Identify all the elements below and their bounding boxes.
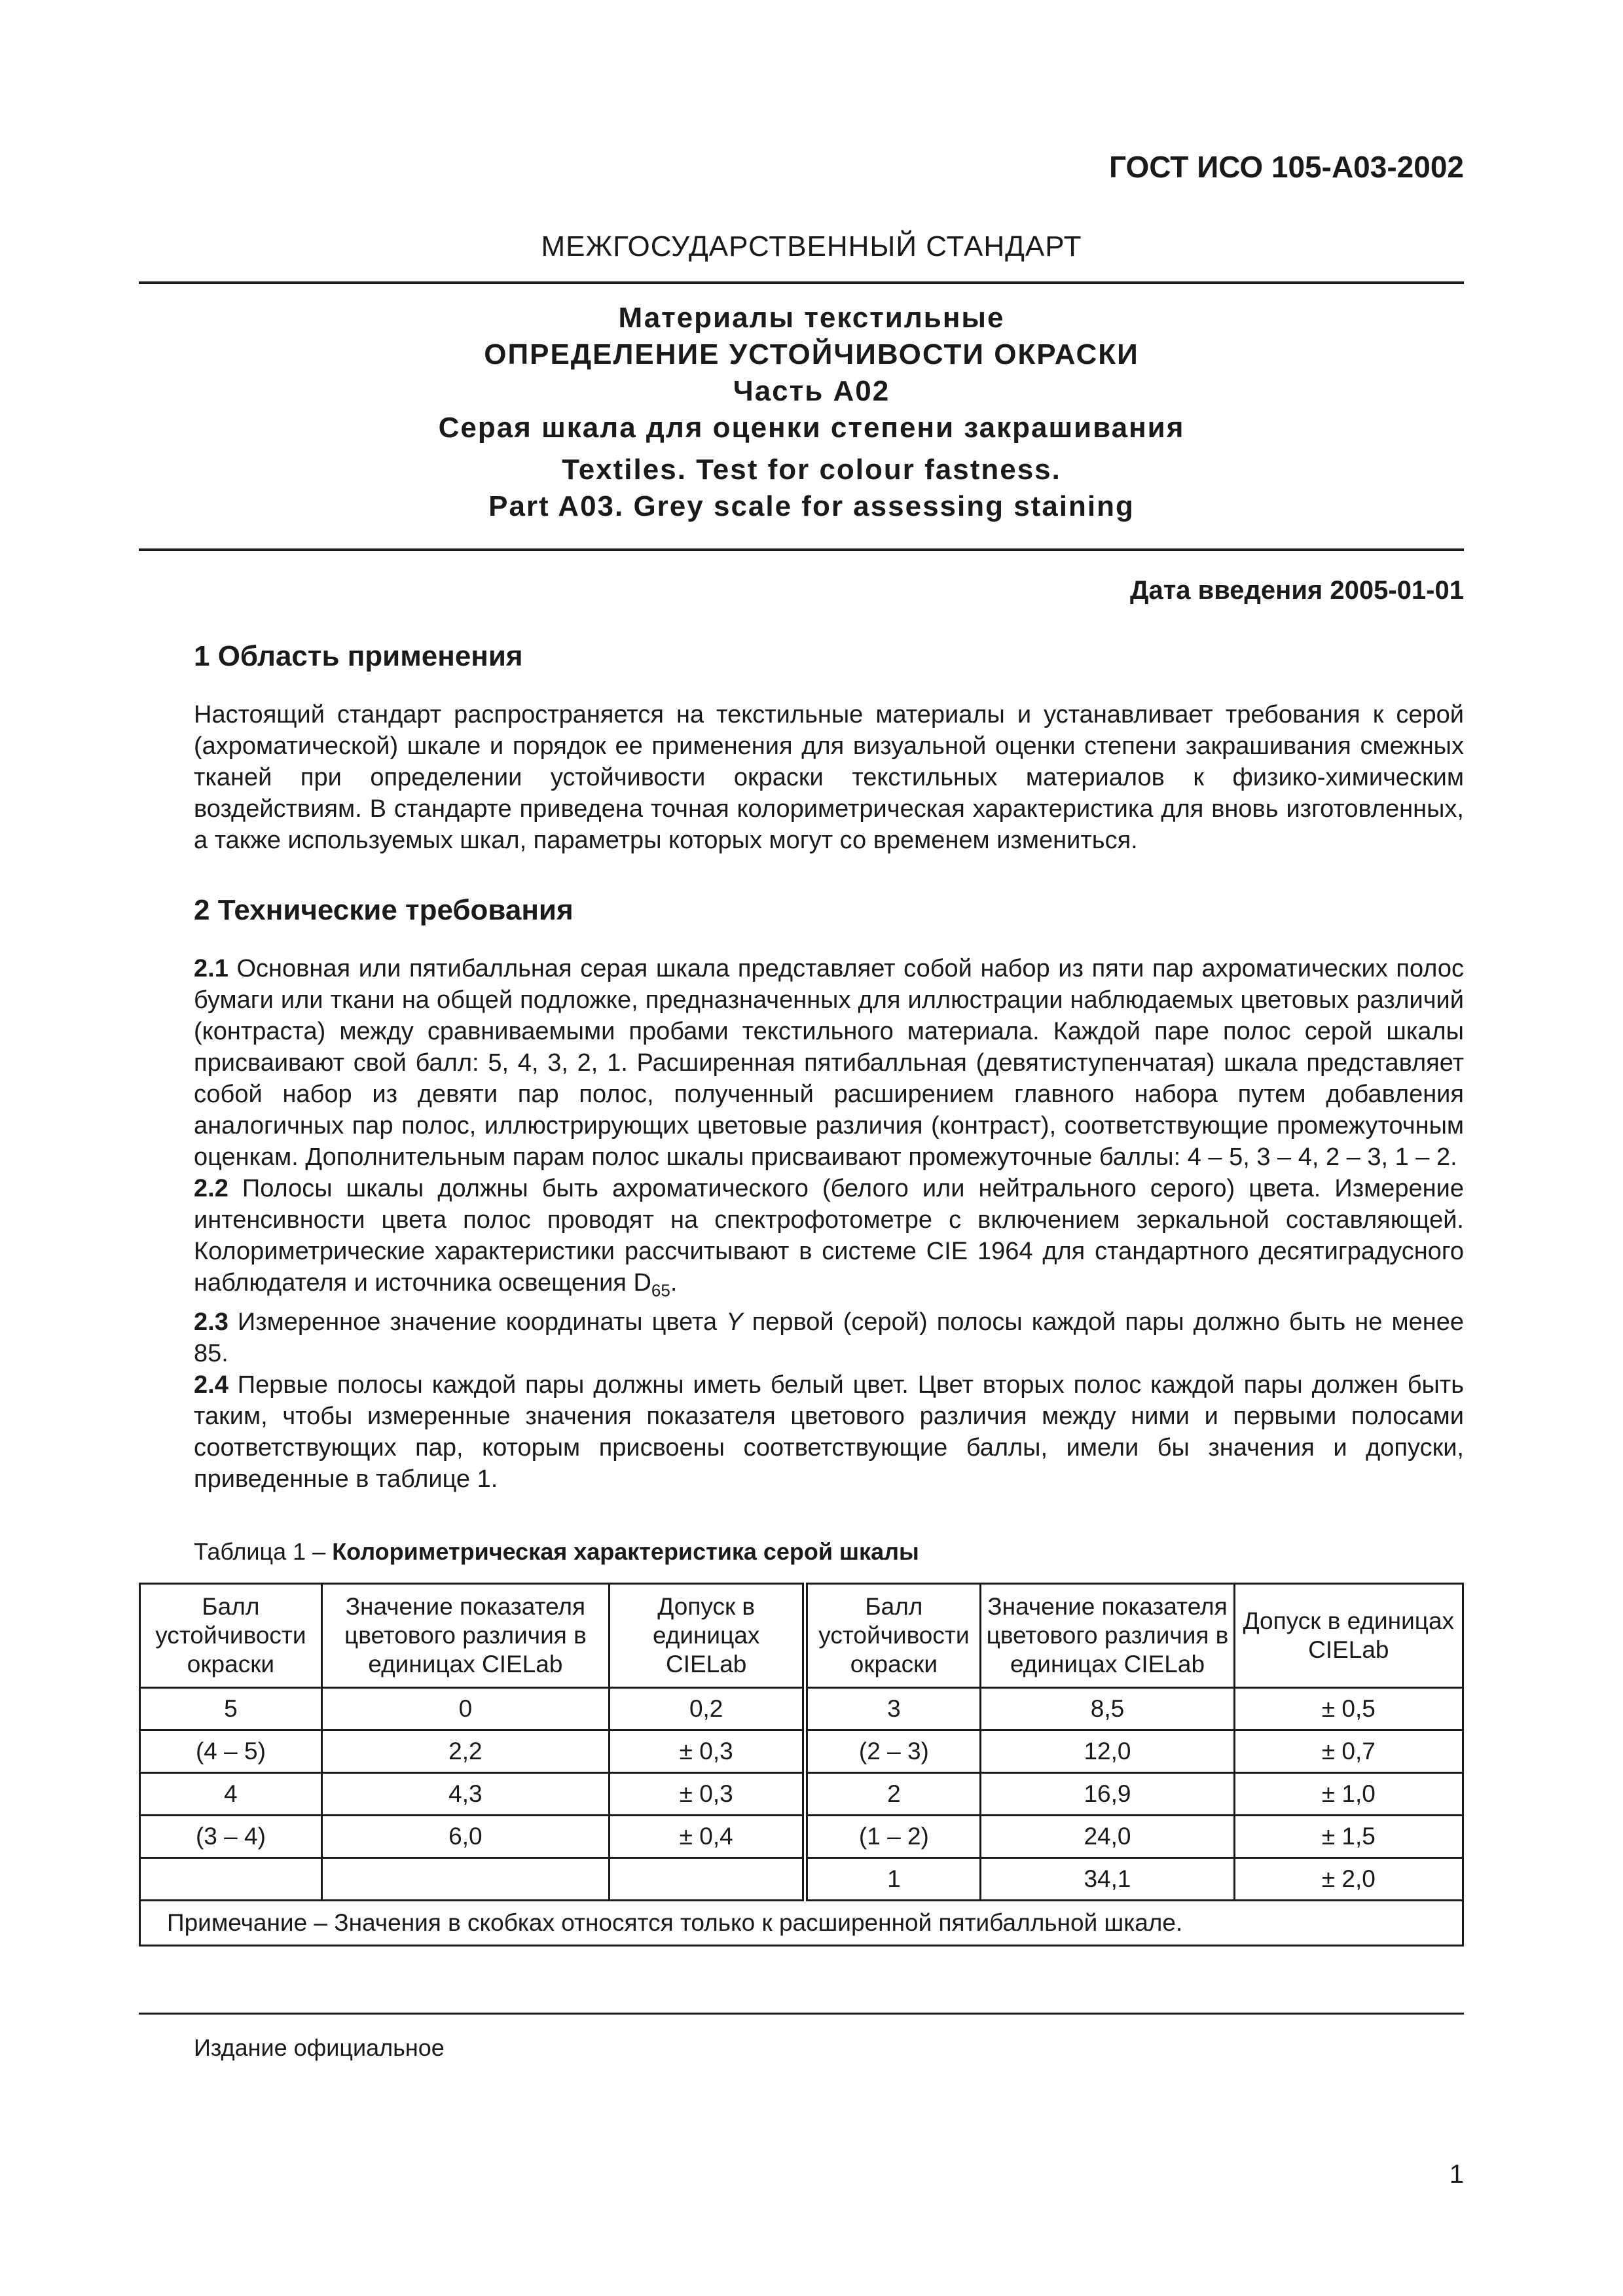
header-value-1: Значение показателя цветового различия в единицах CIELab: [321, 1584, 609, 1688]
section-1-paragraph: Настоящий стандарт распространяется на текстильные материалы и устанавливает требования к серой (ахроматической) шкале и порядок ее применения для визуальной оценки степени закрашивания смежных тканей при определении устойчивости окраски текстильных материалов к физико-химическим воздействиям. В стандарте приведена точная колориметрическая характеристика для вновь изготовленных, а также используемых шкал, параметры которых могут со временем измениться.: [194, 701, 1464, 854]
table-header-row: [140, 1584, 1463, 1688]
table-cell: 34,1: [981, 1858, 1234, 1901]
table-cell: (4 – 5): [140, 1731, 322, 1773]
clause-2-3-number: 2.3: [194, 1308, 228, 1336]
table-cell: [609, 1858, 805, 1901]
clause-2-1-number: 2.1: [194, 955, 228, 982]
table-cell: 8,5: [981, 1688, 1234, 1731]
section-2-title: 2 Технические требования: [194, 894, 574, 926]
table-caption: [194, 1538, 919, 1566]
english-title-block: [0, 452, 1623, 525]
edition-note: Издание официальное: [194, 2034, 445, 2061]
table-row: [140, 1688, 1463, 1731]
section-1-text: [194, 699, 1464, 856]
introduction-date: Дата введения 2005-01-01: [1129, 576, 1464, 605]
header-value-2: Значение показателя цветового различия в единицах CIELab: [981, 1584, 1234, 1688]
table-cell: ± 0,3: [609, 1731, 805, 1773]
header-grade-1: Балл устойчивости окраски: [140, 1584, 322, 1688]
clause-2-2: [194, 1173, 1464, 1306]
table-row: [140, 1816, 1463, 1858]
title-line-2: ОПРЕДЕЛЕНИЕ УСТОЙЧИВОСТИ ОКРАСКИ: [484, 338, 1139, 370]
table-cell: [140, 1858, 322, 1901]
table-cell: 0,2: [609, 1688, 805, 1731]
clause-2-1: [194, 953, 1464, 1173]
header-rule-top: [139, 281, 1464, 284]
table-cell: ± 0,7: [1234, 1731, 1463, 1773]
table-cell: 4: [140, 1773, 322, 1816]
clause-2-2-number: 2.2: [194, 1175, 228, 1202]
clause-2-4-number: 2.4: [194, 1371, 228, 1399]
table-note-row: [140, 1901, 1463, 1946]
table-cell: ± 1,5: [1234, 1816, 1463, 1858]
section-2-text: [194, 953, 1464, 1495]
document-code: ГОСТ ИСО 105-А03-2002: [1108, 150, 1464, 184]
clause-2-3-text-b: первой (серой) полосы каждой пары должно быть не менее 85.: [194, 1308, 1465, 1367]
table-cell: (3 – 4): [140, 1816, 322, 1858]
table-cell: 0: [321, 1688, 609, 1731]
table-cell: ± 0,4: [609, 1816, 805, 1858]
header-rule-bottom: [139, 548, 1464, 551]
clause-2-3: [194, 1306, 1464, 1369]
table-cell: [321, 1858, 609, 1901]
table-cell: ± 1,0: [1234, 1773, 1463, 1816]
table-cell: 3: [805, 1688, 981, 1731]
section-1-title: 1 Область применения: [194, 640, 523, 672]
table-cell: 2,2: [321, 1731, 609, 1773]
header-tolerance-1: Допуск в единицах CIELab: [609, 1584, 805, 1688]
table-note: Примечание – Значения в скобках относятся только к расширенной пятибалльной шкале.: [140, 1901, 1463, 1946]
table-cell: (2 – 3): [805, 1731, 981, 1773]
clause-2-4-text: Первые полосы каждой пары должны иметь белый цвет. Цвет вторых полос каждой пары должен быть таким, чтобы измеренные значения показателя цветового различия между ними и первыми полосами соответствующих пар, которым присвоены соответствующие баллы, имели бы значения и допуски, приведенные в таблице 1.: [194, 1371, 1465, 1493]
table-cell: ± 0,3: [609, 1773, 805, 1816]
header-grade-2: Балл устойчивости окраски: [805, 1584, 981, 1688]
english-title-line-1: Textiles. Test for colour fastness.: [562, 454, 1061, 486]
table-cell: 16,9: [981, 1773, 1234, 1816]
header-tolerance-2: Допуск в единицах CIELab: [1234, 1584, 1463, 1688]
footer-rule: [139, 2013, 1464, 2015]
table-cell: ± 2,0: [1234, 1858, 1463, 1901]
table-cell: 2: [805, 1773, 981, 1816]
table-caption-prefix: Таблица 1 –: [194, 1538, 333, 1565]
english-title-line-2: Part A03. Grey scale for assessing staining: [488, 490, 1135, 522]
table-cell: 6,0: [321, 1816, 609, 1858]
table-row: [140, 1773, 1463, 1816]
table-caption-title: Колориметрическая характеристика серой шкалы: [332, 1538, 919, 1565]
table-cell: (1 – 2): [805, 1816, 981, 1858]
page-number: 1: [1449, 2160, 1464, 2189]
table-cell: 1: [805, 1858, 981, 1901]
table-cell: ± 0,5: [1234, 1688, 1463, 1731]
title-line-4: Серая шкала для оценки степени закрашивания: [438, 412, 1185, 444]
clause-2-1-text: Основная или пятибалльная серая шкала представляет собой набор из пяти пар ахроматических полос бумаги или ткани на общей подложке, предназначенных для иллюстрации наблюдаемых цветовых различий (контраста) между сравниваемыми пробами текстильного материала. Каждой паре полос серой шкалы присваивают свой балл: 5, 4, 3, 2, 1. Расширенная пятибалльная (девятиступенчатая) шкала представляет собой набор из девяти пар полос, полученный расширением главного набора путем добавления аналогичных пар полос, иллюстрирующих цветовые различия (контраст), соответствующие промежуточным оценкам. Дополнительным парам полос шкалы присваивают промежуточные баллы: 4 – 5, 3 – 4, 2 – 3, 1 – 2.: [194, 955, 1465, 1171]
title-block: [0, 300, 1623, 446]
table-cell: 24,0: [981, 1816, 1234, 1858]
clause-2-2-subscript: 65: [651, 1280, 670, 1300]
colorimetric-table: [139, 1583, 1464, 1946]
standard-type-heading: МЕЖГОСУДАРСТВЕННЫЙ СТАНДАРТ: [541, 230, 1082, 262]
clause-2-3-y: Y: [726, 1308, 743, 1336]
clause-2-3-text-a: Измеренное значение координаты цвета: [237, 1308, 727, 1336]
title-line-3: Часть А02: [733, 375, 890, 407]
table-cell: 4,3: [321, 1773, 609, 1816]
clause-2-2-end: .: [670, 1269, 678, 1297]
table-row: [140, 1731, 1463, 1773]
title-line-1: Материалы текстильные: [618, 302, 1005, 334]
table-row: [140, 1858, 1463, 1901]
table-cell: 12,0: [981, 1731, 1234, 1773]
clause-2-2-text: Полосы шкалы должны быть ахроматического (белого или нейтрального серого) цвета. Измерение интенсивности цвета полос проводят на спектрофотометре с включением зеркальной составляющей. Колориметрические характеристики рассчитывают в системе CIE 1964 для стандартного десятиградусного наблюдателя и источника освещения D: [194, 1175, 1464, 1297]
table-cell: 5: [140, 1688, 322, 1731]
clause-2-4: [194, 1369, 1464, 1495]
